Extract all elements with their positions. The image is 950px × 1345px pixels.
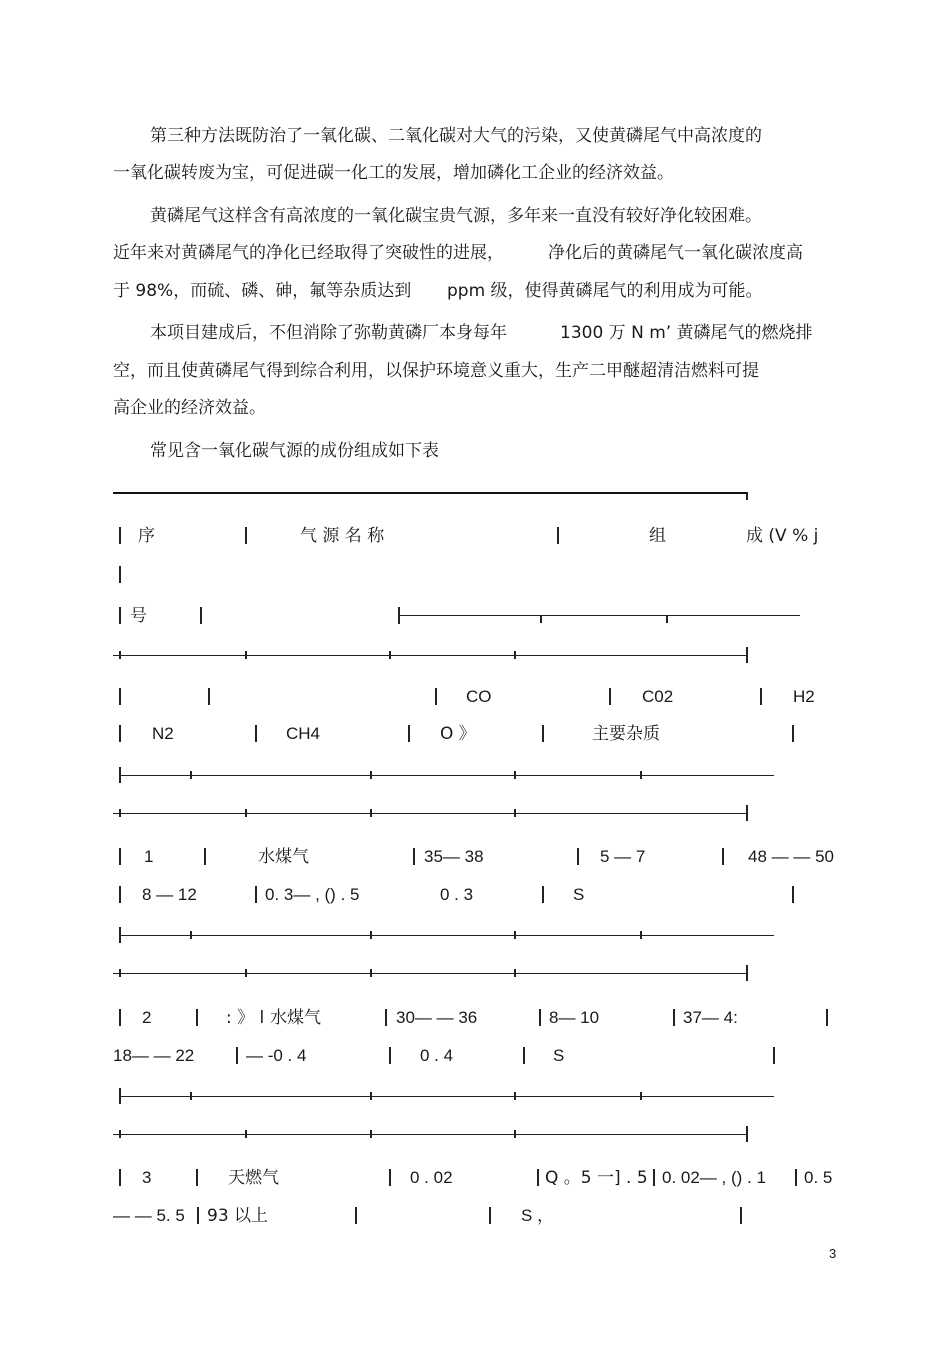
table-pipe <box>740 1207 742 1224</box>
row3-seq: 3 <box>142 1168 152 1187</box>
table-pipe <box>119 886 121 903</box>
table-pipe <box>435 688 437 705</box>
table-pipe <box>389 1047 391 1064</box>
header-impurity: 主要杂质 <box>592 724 660 744</box>
table-rule <box>113 813 748 814</box>
table-pipe <box>204 848 206 865</box>
row2-name: 水煤气 <box>270 1008 321 1028</box>
table-pipe <box>119 725 121 742</box>
row3-n2: — — 5. 5 <box>113 1206 185 1225</box>
table-pipe <box>542 725 544 742</box>
table-tick <box>389 651 391 659</box>
table-pipe <box>119 566 121 583</box>
table-pipe <box>119 688 121 705</box>
table-pipe <box>255 725 257 742</box>
row1-o2: 0 . 3 <box>440 885 474 904</box>
table-tick <box>514 771 516 779</box>
header-co: CO <box>466 687 492 706</box>
table-pipe <box>200 607 202 624</box>
header-o2: O 》 <box>440 724 476 744</box>
table-pipe <box>537 1169 539 1186</box>
table-tick <box>746 1126 748 1142</box>
row1-n2: 8 — 12 <box>142 885 197 904</box>
table-top-corner <box>746 492 748 500</box>
table-intro: 常见含一氧化碳气源的成份组成如下表 <box>150 441 439 461</box>
table-tick <box>190 1092 192 1100</box>
row1-ch4: 0. 3— , () . 5 <box>265 885 360 904</box>
table-tick <box>370 809 372 817</box>
row1-impurity: S <box>573 885 585 904</box>
row3-name: 天燃气 <box>228 1168 279 1188</box>
table-pipe <box>208 688 210 705</box>
table-pipe <box>119 1169 121 1186</box>
row3-co: 0 . 02 <box>410 1168 453 1187</box>
table-tick <box>245 651 247 659</box>
table-tick <box>746 805 748 821</box>
table-tick <box>190 771 192 779</box>
table-tick <box>514 651 516 659</box>
row2-co2: 8— 10 <box>549 1008 600 1027</box>
p2-line3a: 于 98%，而硫、磷、砷，氟等杂质达到 <box>113 281 412 301</box>
row2-h2: 37— 4: <box>683 1008 738 1027</box>
table-tick <box>370 931 372 939</box>
table-rule <box>119 775 774 776</box>
p3-line2: 空，而且使黄磷尾气得到综合利用，以保护环境意义重大，生产二甲醚超清洁燃料可提 <box>113 361 759 381</box>
p2-line3b: ppm 级，使得黄磷尾气的利用成为可能。 <box>447 281 763 301</box>
table-tick <box>640 1092 642 1100</box>
header-composition-b: 成 (V % j <box>746 526 819 546</box>
table-tick <box>514 1130 516 1138</box>
table-rule <box>398 615 800 616</box>
table-pipe <box>196 1169 198 1186</box>
table-pipe <box>196 1009 198 1026</box>
row3-h2a: 0. 02— , () . 1 <box>662 1168 766 1187</box>
table-top-rule <box>113 492 748 494</box>
table-pipe <box>245 527 247 544</box>
header-n2: N2 <box>152 724 174 743</box>
row1-co: 35— 38 <box>424 847 484 866</box>
table-pipe <box>826 1009 828 1026</box>
table-pipe <box>408 725 410 742</box>
table-tick <box>640 931 642 939</box>
table-pipe <box>557 527 559 544</box>
table-pipe <box>489 1207 491 1224</box>
table-tick <box>370 771 372 779</box>
table-tick <box>640 771 642 779</box>
table-rule <box>119 1096 774 1097</box>
p3-line1b: 1300 万 N m’ 黄磷尾气的燃烧排 <box>560 323 813 343</box>
p2-line2a: 近年来对黄磷尾气的净化已经取得了突破性的进展， <box>113 243 504 263</box>
p2-line1: 黄磷尾气这样含有高浓度的一氧化碳宝贵气源，多年来一直没有较好净化较困难。 <box>150 206 762 226</box>
table-pipe <box>236 1047 238 1064</box>
table-tick <box>245 809 247 817</box>
table-tick <box>746 965 748 981</box>
header-source-name: 气 源 名 称 <box>300 526 385 546</box>
table-tick <box>666 615 668 623</box>
table-rule <box>113 1134 748 1135</box>
table-pipe <box>389 1169 391 1186</box>
table-pipe <box>539 1009 541 1026</box>
table-tick <box>746 647 748 663</box>
table-pipe <box>119 527 121 544</box>
table-pipe <box>795 1169 797 1186</box>
p2-line2b: 净化后的黄磷尾气一氧化碳浓度高 <box>548 243 803 263</box>
table-tick <box>119 969 121 977</box>
table-tick <box>540 615 542 623</box>
header-h2: H2 <box>793 687 815 706</box>
row2-ch4: — -0 . 4 <box>246 1046 307 1065</box>
table-pipe <box>609 688 611 705</box>
table-tick <box>119 1088 121 1104</box>
row3-co2: Q 。5 一] . 5 <box>545 1168 648 1188</box>
table-pipe <box>385 1009 387 1026</box>
header-seq-2: 号 <box>130 606 147 626</box>
table-rule <box>119 935 774 936</box>
row1-name: 水煤气 <box>258 847 309 867</box>
header-co2: C02 <box>642 687 674 706</box>
table-tick <box>119 809 121 817</box>
row3-impurity: S ， <box>521 1206 555 1225</box>
table-tick <box>514 809 516 817</box>
page-number: 3 <box>829 1246 837 1261</box>
table-pipe <box>413 848 415 865</box>
p3-line3: 高企业的经济效益。 <box>113 398 266 418</box>
table-tick <box>370 1092 372 1100</box>
row3-ch4: 93 以上 <box>207 1206 269 1226</box>
table-pipe <box>355 1207 357 1224</box>
table-pipe <box>255 886 257 903</box>
table-tick <box>514 1092 516 1100</box>
table-pipe <box>523 1047 525 1064</box>
table-tick <box>245 1130 247 1138</box>
row1-co2: 5 — 7 <box>600 847 646 866</box>
header-composition-a: 组 <box>649 526 666 546</box>
table-rule <box>113 973 748 974</box>
table-tick <box>119 767 121 783</box>
table-pipe <box>722 848 724 865</box>
table-pipe <box>542 886 544 903</box>
table-pipe <box>673 1009 675 1026</box>
p1-line1: 第三种方法既防治了一氧化碳、二氧化碳对大气的污染，又使黄磷尾气中高浓度的 <box>150 126 762 146</box>
table-tick <box>370 969 372 977</box>
table-pipe <box>760 688 762 705</box>
table-pipe <box>119 848 121 865</box>
row2-n2: 18— — 22 <box>113 1046 195 1065</box>
table-tick <box>119 927 121 943</box>
p3-line1a: 本项目建成后，不但消除了弥勒黄磷厂本身每年 <box>150 323 507 343</box>
table-pipe <box>773 1047 775 1064</box>
row3-h2b: 0. 5 <box>804 1168 833 1187</box>
table-tick <box>119 1130 121 1138</box>
header-seq: 序 <box>138 526 155 546</box>
table-tick <box>119 651 121 659</box>
row2-impurity: S <box>553 1046 565 1065</box>
table-tick <box>514 969 516 977</box>
table-pipe <box>653 1169 655 1186</box>
header-ch4: CH4 <box>286 724 321 743</box>
table-pipe <box>119 1009 121 1026</box>
table-pipe <box>792 725 794 742</box>
row2-o2: 0 . 4 <box>420 1046 454 1065</box>
table-pipe <box>577 848 579 865</box>
table-tick <box>514 931 516 939</box>
table-pipe <box>197 1207 199 1224</box>
table-tick <box>370 1130 372 1138</box>
table-pipe <box>119 607 121 624</box>
row2-co: 30— — 36 <box>396 1008 478 1027</box>
row1-h2: 48 — — 50 <box>748 847 834 866</box>
table-pipe <box>792 886 794 903</box>
table-tick <box>190 931 192 939</box>
table-tick <box>245 969 247 977</box>
row1-seq: 1 <box>144 847 154 866</box>
table-rule <box>113 655 748 656</box>
row2-name-prefix: : 》 l <box>226 1008 265 1028</box>
row2-seq: 2 <box>142 1008 152 1027</box>
p1-line2: 一氧化碳转废为宝，可促进碳一化工的发展，增加磷化工企业的经济效益。 <box>113 163 674 183</box>
